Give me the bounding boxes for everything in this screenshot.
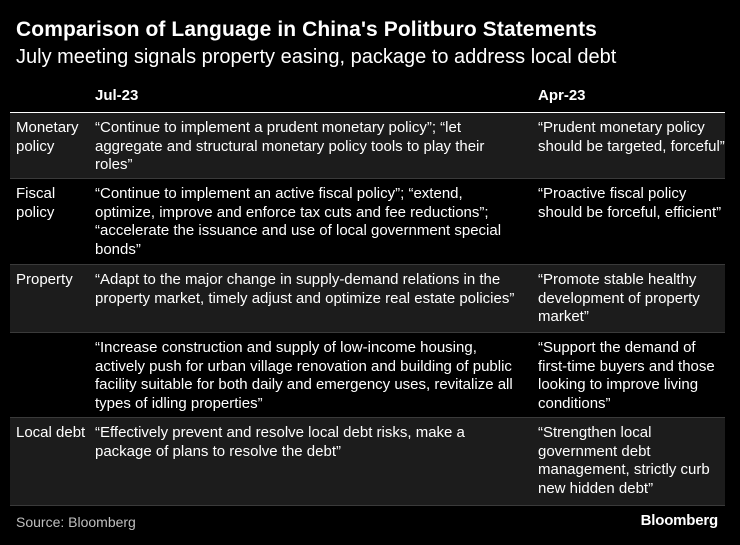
chart-subtitle: July meeting signals property easing, package to address local debt xyxy=(16,46,617,68)
row-apr-text: “Promote stable healthy development of property market” xyxy=(538,271,700,325)
header-jul-23: Jul-23 xyxy=(95,87,139,104)
chart-title: Comparison of Language in China's Politburo Statements xyxy=(16,18,597,41)
table-header-row xyxy=(10,80,725,113)
row-category: Monetary policy xyxy=(16,119,79,155)
table-row-property-continued xyxy=(10,333,725,418)
table-row-fiscal-policy xyxy=(10,179,725,265)
row-category: Local debt xyxy=(16,424,86,441)
row-category: Fiscal policy xyxy=(16,185,56,221)
row-apr-text: “Proactive fiscal policy should be forceful, efficient” xyxy=(538,185,722,221)
comparison-table xyxy=(10,80,725,506)
row-jul-text: “Continue to implement an active fiscal policy”; “extend, optimize, improve and enforce tax cuts and fee reductions”; “accelerate the issuance and use of local government special bonds” xyxy=(95,185,502,258)
table-row-property xyxy=(10,265,725,333)
table-row-local-debt xyxy=(10,418,725,506)
table-row-monetary-policy xyxy=(10,113,725,179)
row-jul-text: “Increase construction and supply of low-income housing, actively push for urban village renovation and building of public facility suitable for both daily and emergency uses, revitalize all types of idling properties” xyxy=(95,339,513,412)
header-apr-23: Apr-23 xyxy=(538,87,586,104)
row-apr-text: “Prudent monetary policy should be targeted, forceful” xyxy=(538,119,725,155)
row-apr-text: “Strengthen local government debt management, strictly curb new hidden debt” xyxy=(538,424,710,497)
row-jul-text: “Effectively prevent and resolve local debt risks, make a package of plans to resolve the debt” xyxy=(95,424,465,460)
row-category: Property xyxy=(16,271,73,288)
row-apr-text: “Support the demand of first-time buyers and those looking to improve living conditions” xyxy=(538,339,715,412)
source-note: Source: Bloomberg xyxy=(16,514,136,530)
row-jul-text: “Adapt to the major change in supply-demand relations in the property market, timely adjust and optimize real estate policies” xyxy=(95,271,515,307)
row-jul-text: “Continue to implement a prudent monetary policy”; “let aggregate and structural monetary policy tools to play their roles” xyxy=(95,119,485,173)
bloomberg-logo: Bloomberg xyxy=(640,512,718,529)
